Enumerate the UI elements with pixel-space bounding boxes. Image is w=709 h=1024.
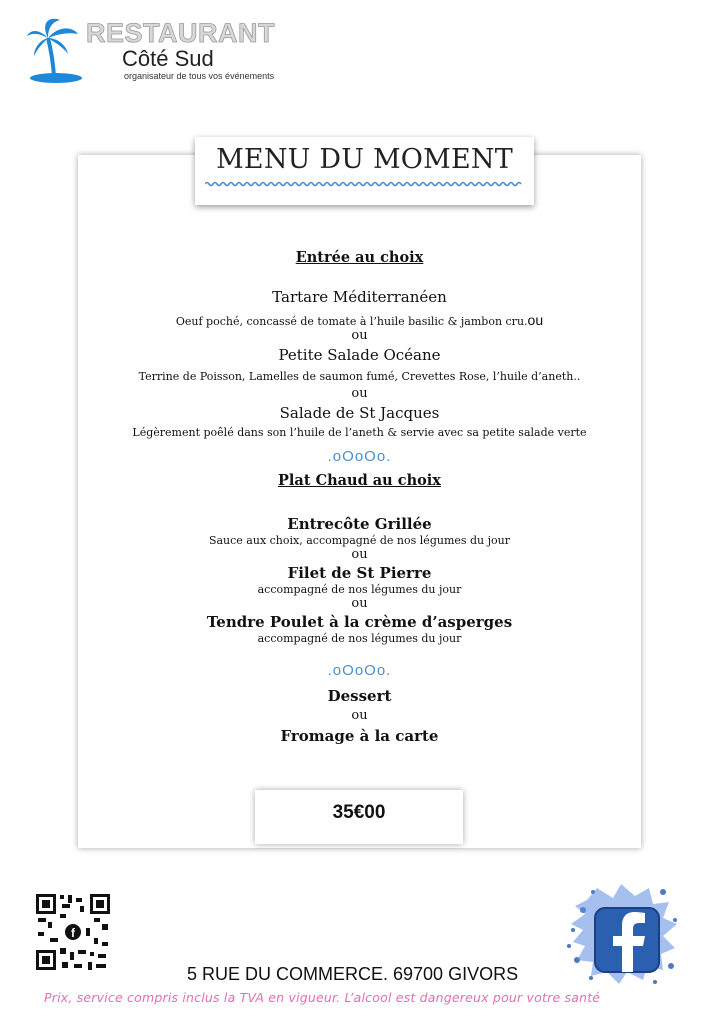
qr-code-icon[interactable] xyxy=(34,892,112,972)
menu-price: 35€00 xyxy=(332,802,386,823)
plat-dish-3: Tendre Poulet à la crème d’asperges xyxy=(206,613,513,631)
entree-dish-2: Petite Salade Océane xyxy=(278,346,441,364)
separator-1: .oOoOo. xyxy=(327,448,392,465)
price-card xyxy=(255,790,463,844)
plat-or-2: ou xyxy=(351,596,368,611)
legal-notice: Prix, service compris inclus la TVA en vigueur. L’alcool est dangereux pour votre santé xyxy=(44,990,601,1005)
entree-dish-1: Tartare Méditerranéen xyxy=(272,288,447,306)
plat-desc-2: accompagné de nos légumes du jour xyxy=(257,583,462,596)
plat-dish-2: Filet de St Pierre xyxy=(287,564,432,582)
entree-desc-3: Légèrement poêlé dans son l’huile de l’aneth & servie avec sa petite salade verte xyxy=(132,426,587,439)
entree-desc-1-tail: ou xyxy=(527,312,544,328)
section-heading-plat: Plat Chaud au choix xyxy=(278,472,441,489)
facebook-icon[interactable] xyxy=(563,880,683,990)
entree-desc-1-text: Oeuf poché, concassé de tomate à l’huile basilic & jambon cru. xyxy=(175,315,528,328)
title-underline-wave xyxy=(205,181,523,187)
address: 5 RUE DU COMMERCE. 69700 GIVORS xyxy=(187,964,519,984)
plat-desc-3: accompagné de nos légumes du jour xyxy=(257,632,462,645)
plat-dish-1: Entrecôte Grillée xyxy=(287,515,432,533)
menu-title-card xyxy=(195,137,534,205)
dessert-item-1: Dessert xyxy=(327,687,392,705)
palm-tree-icon xyxy=(26,14,88,84)
section-heading-entree: Entrée au choix xyxy=(295,249,424,266)
dessert-or: ou xyxy=(351,708,368,723)
dessert-item-2: Fromage à la carte xyxy=(280,727,439,745)
separator-2: .oOoOo. xyxy=(327,662,392,679)
restaurant-logo xyxy=(26,14,274,86)
logo-line-restaurant: RESTAURANT xyxy=(86,18,275,48)
entree-desc-1 xyxy=(78,312,641,328)
plat-desc-1: Sauce aux choix, accompagné de nos légumes du jour xyxy=(208,534,511,547)
entree-or-1: ou xyxy=(351,328,368,343)
entree-dish-3: Salade de St Jacques xyxy=(279,404,440,422)
logo-line-name: Côté Sud xyxy=(122,46,214,71)
entree-desc-2: Terrine de Poisson, Lamelles de saumon fumé, Crevettes Rose, l’huile d’aneth.. xyxy=(138,370,581,383)
plat-or-1: ou xyxy=(351,547,368,562)
entree-or-2: ou xyxy=(351,386,368,401)
menu-title: MENU DU MOMENT xyxy=(216,144,513,175)
svg-text:f: f xyxy=(71,926,75,940)
logo-tagline: organisateur de tous vos événements xyxy=(124,71,275,81)
